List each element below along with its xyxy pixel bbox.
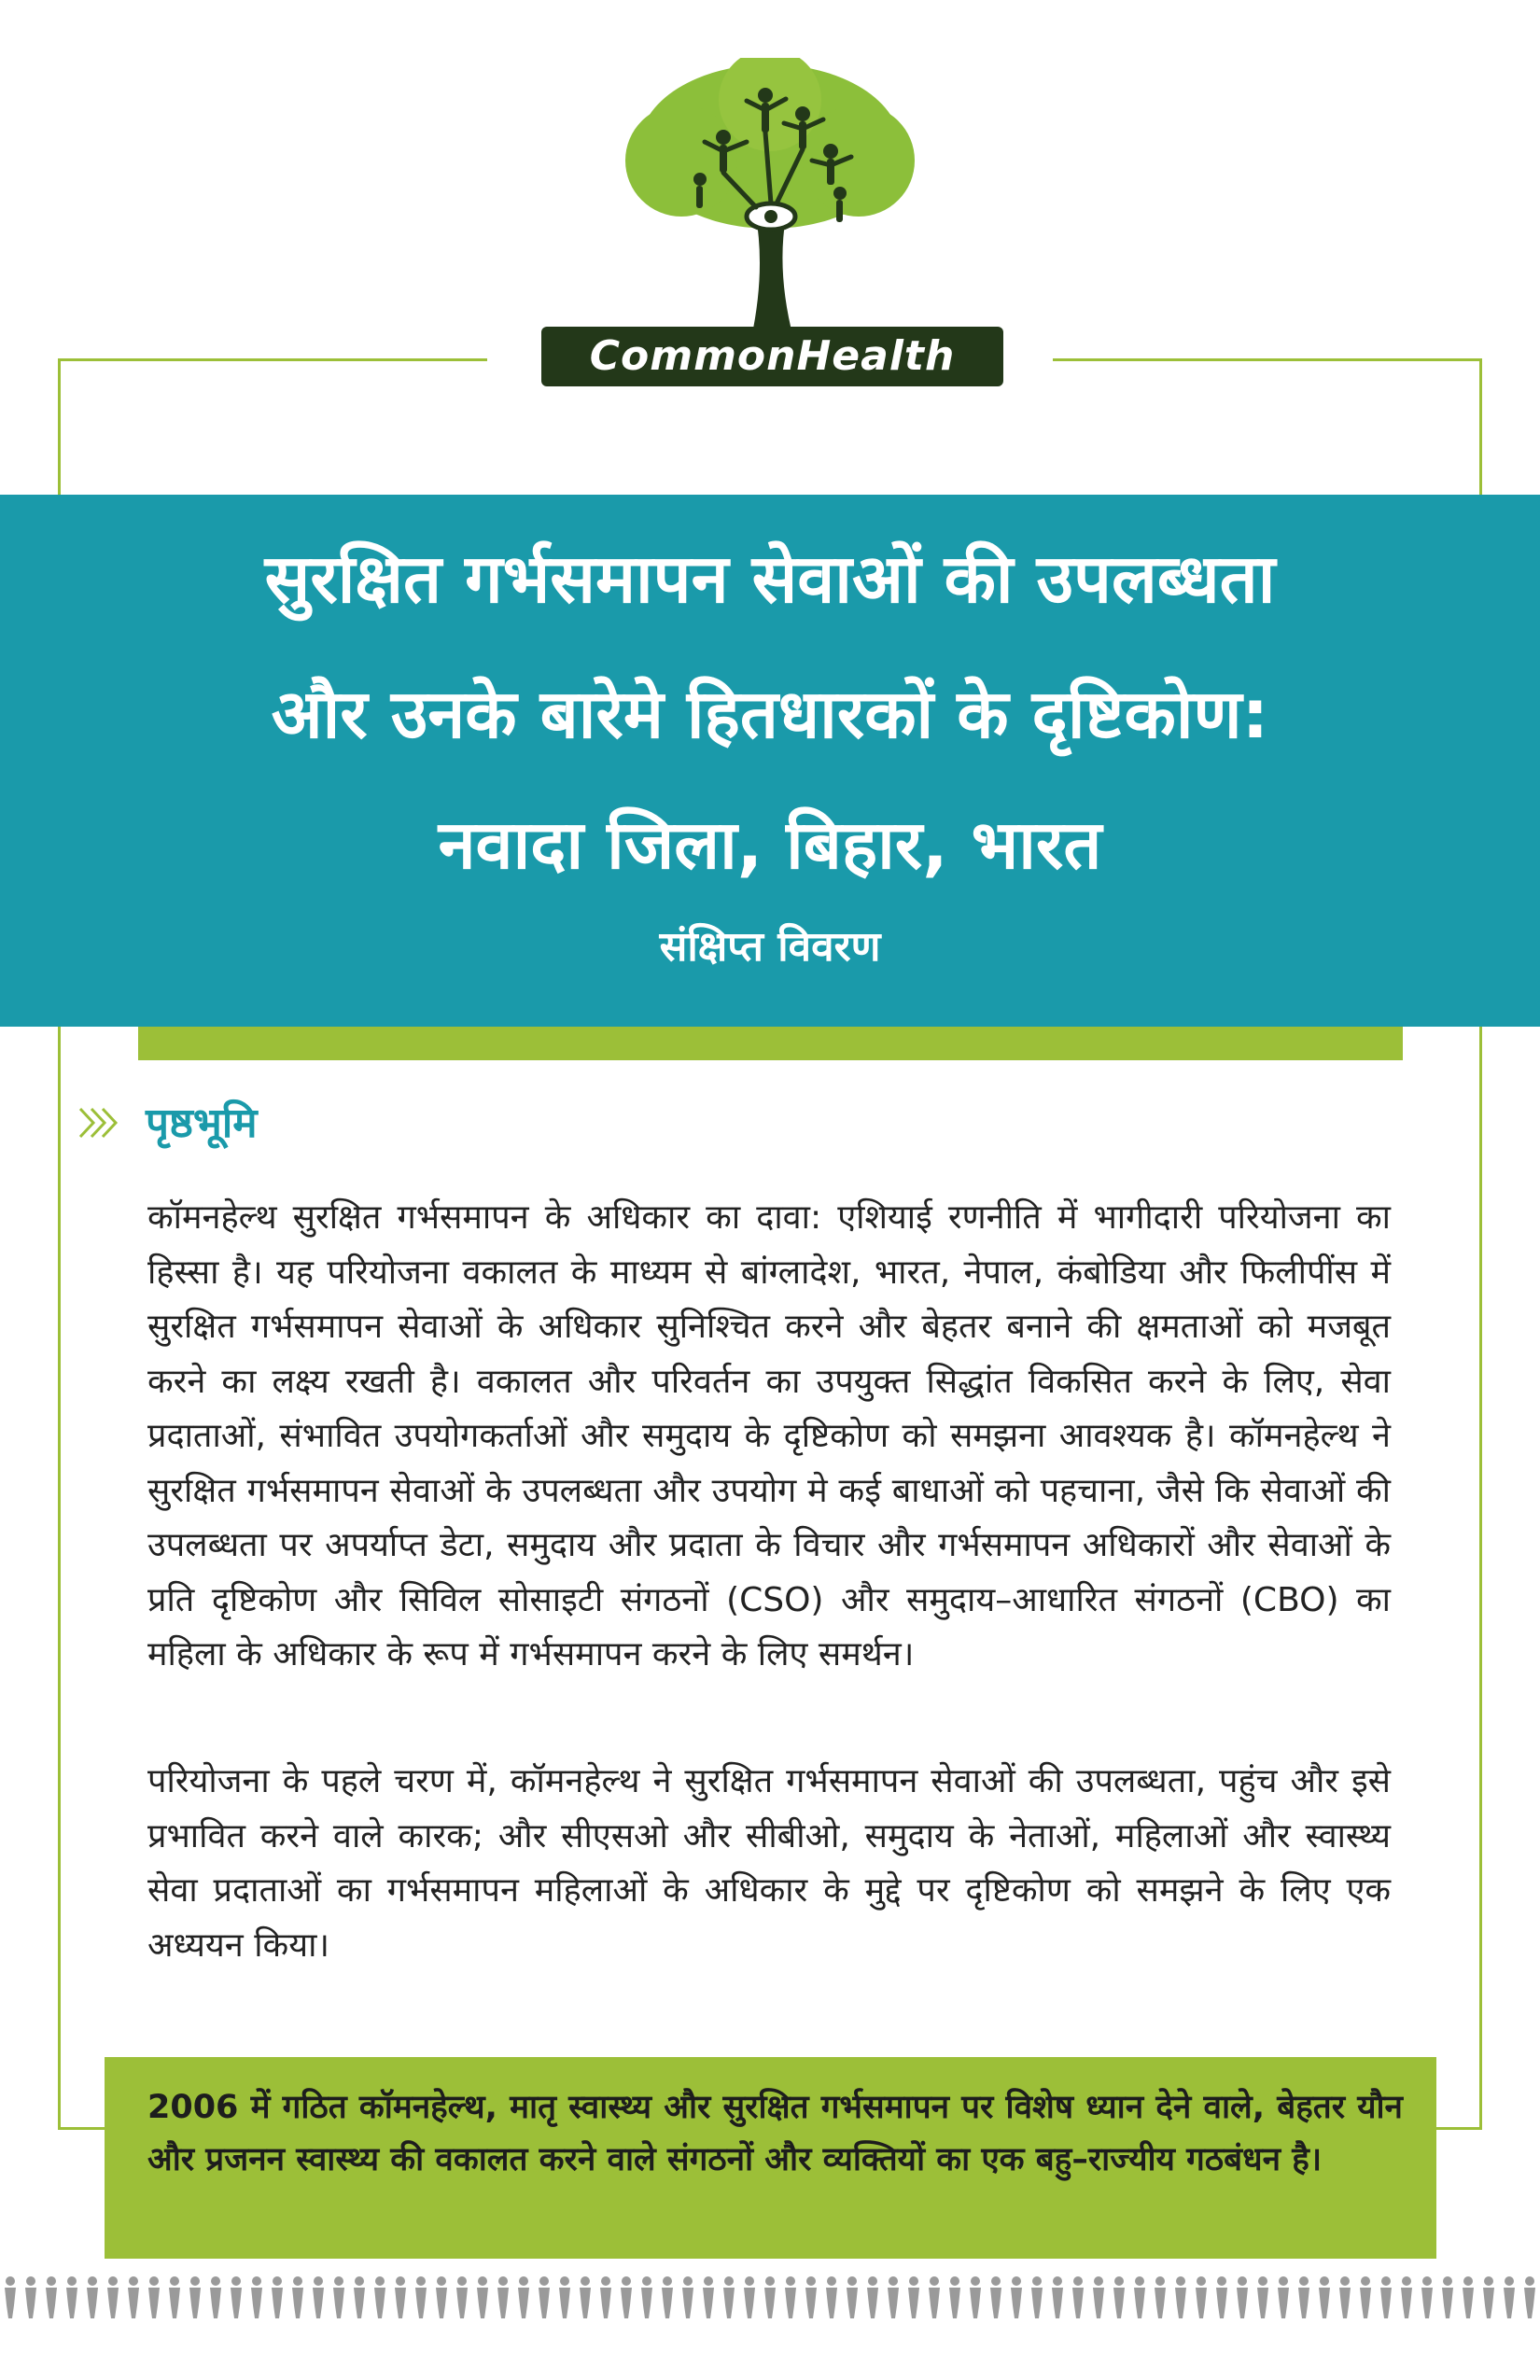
people-silhouette-row xyxy=(0,2274,1540,2320)
subtitle: संक्षिप्त विवरण xyxy=(659,923,881,971)
title-line-3: नवादा जिला, बिहार, भारत xyxy=(438,805,1102,884)
frame-border-top-left xyxy=(58,358,487,361)
frame-border-top-right xyxy=(1053,358,1482,361)
chevron-right-icon xyxy=(77,1099,123,1146)
accent-bar xyxy=(138,1027,1403,1060)
section-heading: पृष्ठभूमि xyxy=(146,1099,258,1147)
title-line-2: और उनके बारेमे हितधारकों के दृष्टिकोण: xyxy=(271,675,1269,753)
callout-text: 2006 में गठित कॉमनहेल्थ, मातृ स्वास्थ्य और सुरक्षित गर्भसमापन पर विशेष ध्यान देने वाले, बेहतर यौन और प्रजनन स्वास्थ्य की वकालत करने वाले संगठनों और व्यक्तियों का एक बहु–राज्यीय गठबंधन है। xyxy=(147,2089,1403,2178)
background-paragraph-1: कॉमनहेल्थ सुरक्षित गर्भसमापन के अधिकार का दावा: एशियाई रणनीति में भागीदारी परियोजना का हिस्सा है। यह परियोजना वकालत के माध्यम से बांग्लादेश, भारत, नेपाल, कंबोडिया और फिलीपींस में सुरक्षित गर्भसमापन सेवाओं के अधिकार सुनिश्चित करने और बेहतर बनाने की क्षमताओं को मजबूत करने का लक्ष्य रखती है। वकालत और परिवर्तन का उपयुक्त सिद्धांत विकसित करने के लिए, सेवा प्रदाताओं, संभावित उपयोगकर्ताओं और समुदाय के दृष्टिकोण को समझना आवश्यक है। कॉमनहेल्थ ने सुरक्षित गर्भसमापन सेवाओं के उपलब्धता और उपयोग मे कई बाधाओं को पहचाना, जैसे कि सेवाओं की उपलब्धता पर अपर्याप्त डेटा, समुदाय और प्रदाता के विचार और गर्भसमापन अधिकारों और सेवाओं के प्रति दृष्टिकोण और सिविल सोसाइटी संगठनों (CSO) और समुदाय–आधारित संगठनों (CBO) का महिला के अधिकार के रूप में गर्भसमापन करने के लिए समर्थन। xyxy=(147,1198,1391,1673)
background-paragraph-2: परियोजना के पहले चरण में, कॉमनहेल्थ ने सुरक्षित गर्भसमापन सेवाओं की उपलब्धता, पहुंच और इसे प्रभावित करने वाले कारक; और सीएसओ और सीबीओ, समुदाय के नेताओं, महिलाओं और स्वास्थ्य सेवा प्रदाताओं का गर्भसमापन महिलाओं के अधिकार के मुद्दे पर दृष्टिकोण को समझने के लिए एक अध्ययन किया। xyxy=(147,1762,1391,1965)
title-line-1: सुरक्षित गर्भसमापन सेवाओं की उपलब्धता xyxy=(264,539,1276,618)
logo-wordmark: CommonHealth xyxy=(541,327,1003,386)
